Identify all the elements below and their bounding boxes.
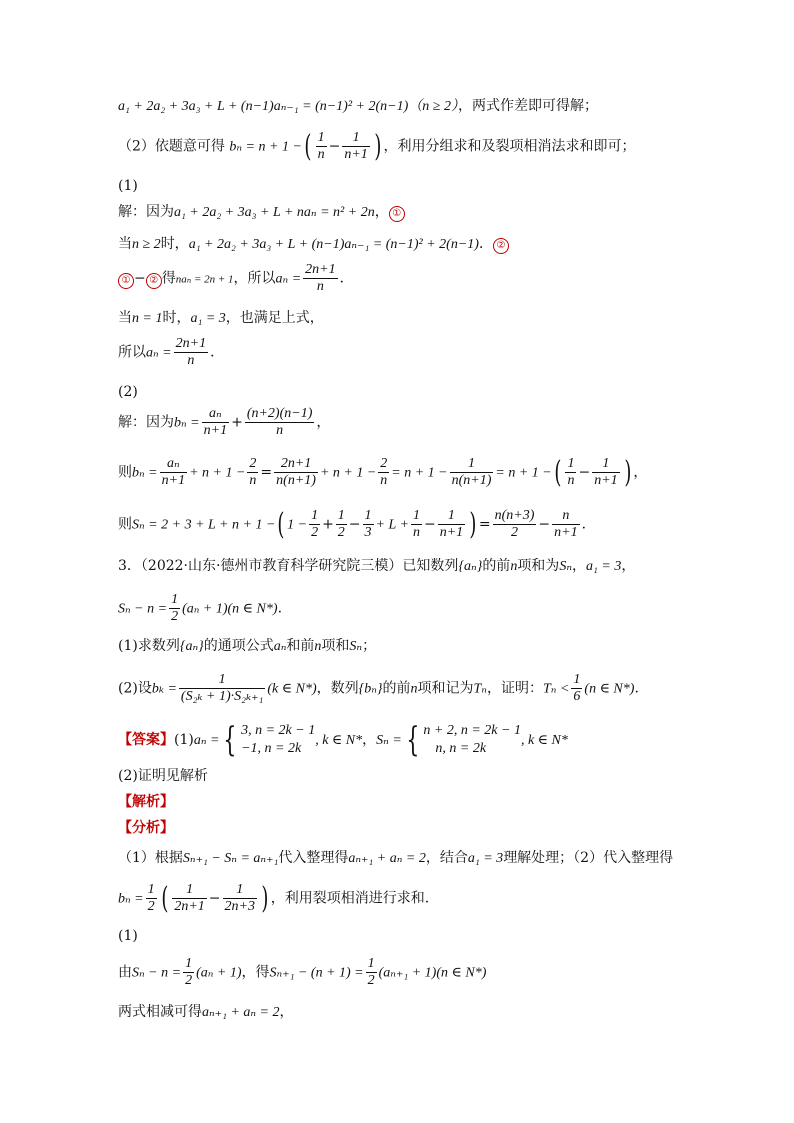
text: ，利用分组求和及裂项相消法求和即可；	[383, 138, 636, 155]
text: （2）依题意可得	[118, 138, 225, 155]
line-10: 解：因为bₙ = $\frac{\text{aₙ}}{n+1}$ + $\frac{(n+2)(n-1)}{n}$ ，	[118, 406, 331, 438]
line-1	[118, 96, 598, 117]
fraction: $\frac{2n+1}{n}$	[305, 262, 336, 294]
circled-two: ②	[146, 273, 162, 289]
line-5: 当n ≥ 2时，a₁ + 2a₂ + 3a₃ + L + (n−1)aₙ₋₁ = (n−1)² + 2(n−1)． ②	[118, 234, 509, 255]
analysis-sub-tag: 【分析】	[118, 820, 174, 836]
line-18: (2)证明见解析	[118, 768, 208, 784]
line-21: （1）根据Sₙ₊₁ − Sₙ = aₙ₊₁代入整理得aₙ₊₁ + aₙ = 2，结合a₁ = 3理解处理；（2）代入整理得	[118, 850, 674, 866]
line-23: (1)	[118, 928, 138, 944]
fraction: $\frac{2n+1}{n}$	[175, 336, 207, 368]
line-25: 两式相减可得aₙ₊₁ + aₙ = 2，	[118, 1004, 294, 1020]
line-3: (1)	[118, 178, 138, 194]
line-2: （2）依题意可得 bₙ = n + 1 −( $\frac{1}{n}$ − $\frac{1}{n+1}$ ) ，利用分组求和及裂项相消法求和即可；	[118, 128, 636, 164]
line-9: (2)	[118, 384, 138, 400]
line-16: (2)设bₖ = $\frac{1}{\text{(S₂ₖ + 1)·S₂ₖ₊₁}}$ (k ∈ N*)，数列{bₙ}的前n项和记为Tₙ，证明：Tₙ < $\frac{1}{6}$ (n ∈ N*).	[118, 672, 639, 704]
math: a₁ + 2a₂ + 3a₃ + L + (n−1)aₙ₋₁ = (n−1)² + 2(n−1)	[188, 237, 479, 252]
line-7: 当n = 1时，a₁ = 3，也满足上式，	[118, 310, 324, 326]
line-13-problem: 3．（2022·山东·德州市教育科学研究院三模）已知数列{aₙ}的前n项和为Sₙ，a₁ = 3，	[118, 558, 636, 574]
answer-tag: 【答案】	[118, 732, 174, 748]
circled-two: ②	[493, 238, 509, 254]
line-14: Sₙ − n = $\frac{1}{2}$ (aₙ + 1)(n ∈ N*).	[118, 592, 283, 624]
line-8: 所以aₙ = $\frac{2n+1}{n}$ ．	[118, 336, 225, 368]
circled-one: ①	[389, 206, 405, 222]
line-22: bₙ = $\frac{1}{2}$ ( $\frac{1}{2n+1}$ − $\frac{1}{2n+3}$ ) ，利用裂项相消进行求和.	[118, 880, 430, 916]
paren: (	[304, 128, 312, 164]
line-24: 由Sₙ − n = $\frac{1}{2}$ (aₙ + 1)，得Sₙ₊₁ − (n + 1) = $\frac{1}{2}$ (aₙ₊₁ + 1)(n ∈ N*)	[118, 956, 487, 988]
fraction: $\frac{\text{aₙ}}{n+1}$	[203, 406, 228, 438]
text: ，两式作差即可得解；	[457, 98, 598, 114]
fraction: $\frac{1}{n}$	[317, 130, 325, 162]
math: a₁ + 2a₂ + 3a₃ + L + naₙ = n² + 2n	[174, 205, 375, 220]
line-4: 解：因为a₁ + 2a₂ + 3a₃ + L + naₙ = n² + 2n， ①	[118, 202, 405, 223]
circled-one: ①	[118, 273, 134, 289]
math: bₙ = n + 1 −	[229, 139, 302, 155]
fraction: $\frac{(n+2)(n-1)}{n}$	[246, 406, 313, 438]
paren: )	[374, 128, 382, 164]
math: a₁ + 2a₂ + 3a₃ + L + (n−1)aₙ₋₁ = (n−1)² + 2(n−1)（n ≥ 2）	[118, 99, 458, 114]
answer-line: 【答案】(1)aₙ = { 3, n = 2k − 1 −1, n = 2k , k ∈ N*，Sₙ = { n + 2, n = 2k − 1 n, n = 2k , k ∈ N*	[118, 720, 568, 760]
line-12: 则Sₙ = 2 + 3 + L + n + 1 −( 1 − $\frac{1}{2}$ + $\frac{1}{2}$ − $\frac{1}{3}$ + L + $\frac{1}{n}$ − $\frac{1}{n+1}$ ) = $\frac{n(n+3)}{2}$ − $\frac{n}{n+1}$ ．	[118, 506, 596, 542]
line-15: (1)求数列{aₙ}的通项公式aₙ和前n项和Sₙ；	[118, 638, 377, 654]
text: 解：因为	[118, 204, 174, 220]
line-11: 则bₙ = $\frac{\text{aₙ}}{n+1}$ + n + 1 − $\frac{2}{n}$ = $\frac{2n+1}{n(n+1)}$ + n + 1 − $\frac{2}{n}$ = n + 1 − $\frac{1}{n(n+1)}$ = n + 1 −( $\frac{1}{n}$ − $\frac{1}{n+1}$ ) ，	[118, 454, 648, 490]
line-6: ① − ② 得naₙ = 2n + 1，所以aₙ = $\frac{2n+1}{n}$ ．	[118, 262, 354, 295]
fraction: $\frac{1}{n+1}$	[344, 130, 368, 162]
analysis-tag: 【解析】	[118, 794, 174, 810]
